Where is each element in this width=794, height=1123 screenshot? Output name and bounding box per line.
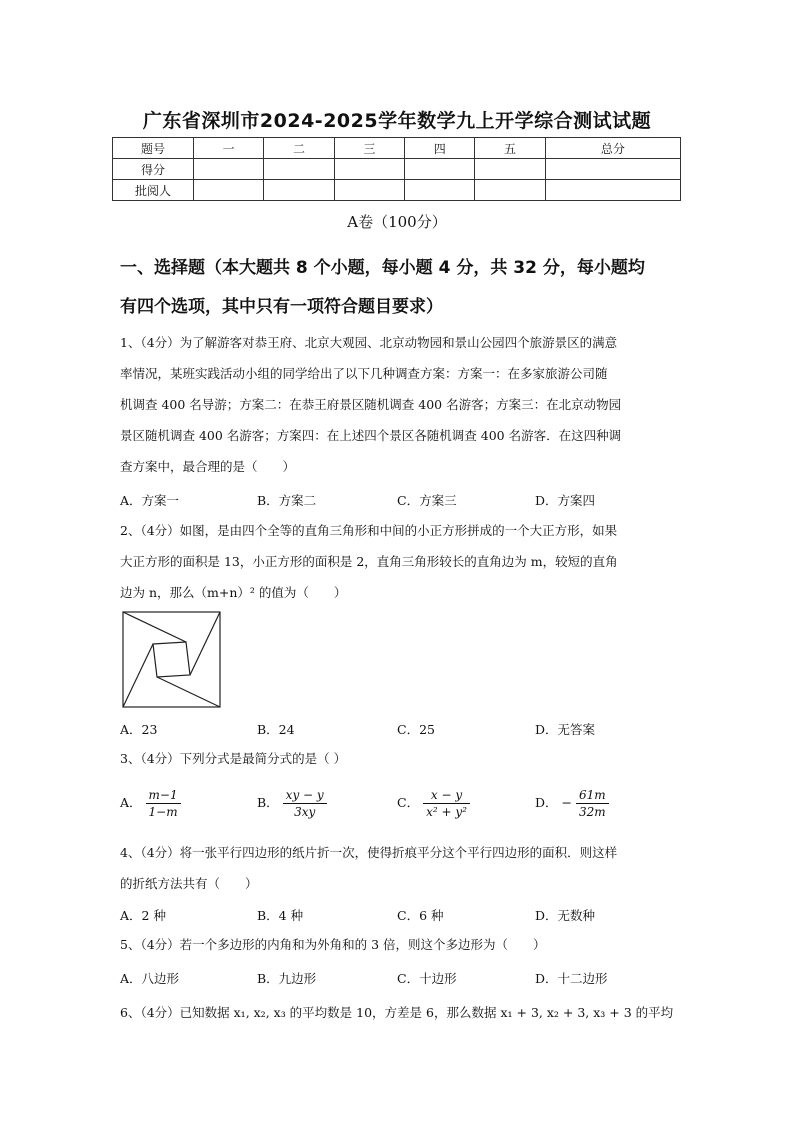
inner-square xyxy=(153,642,190,677)
question-line: 6、（4分）已知数据 x₁, x₂, x₃ 的平均数是 10，方差是 6，那么数据 x₁ + 3, x₂ + 3, x₃ + 3 的平均 xyxy=(120,1005,674,1020)
denominator: 3xy xyxy=(294,805,316,819)
question-line: 查方案中，最合理的是（ ） xyxy=(120,459,296,474)
fraction xyxy=(146,787,181,820)
question-3-options xyxy=(120,787,680,827)
score-cell[interactable] xyxy=(475,159,545,180)
question-line: 机调查 400 名导游；方案二：在恭王府景区随机调查 400 名游客；方案三：在北京动物园 xyxy=(120,397,622,412)
option-b[interactable] xyxy=(257,787,327,820)
question-2-options xyxy=(120,720,680,744)
option-d[interactable]: D．十二边形 xyxy=(535,971,608,986)
score-header-cell: 总分 xyxy=(545,138,680,159)
option-d[interactable]: D．无数种 xyxy=(535,908,596,923)
volume-heading: A卷（100分） xyxy=(347,213,447,231)
fraction xyxy=(576,787,609,820)
question-5-options xyxy=(120,969,680,993)
score-header-cell: 二 xyxy=(264,138,334,159)
option-label: A． xyxy=(120,795,142,810)
exam-title: 广东省深圳市2024-2025学年数学九上开学综合测试试题 xyxy=(142,110,652,132)
reviewer-cell[interactable] xyxy=(475,180,545,201)
option-a[interactable]: A．八边形 xyxy=(120,971,180,986)
triangle-edge xyxy=(123,644,153,707)
option-d[interactable]: D．无答案 xyxy=(535,722,596,737)
question-2 xyxy=(120,515,680,608)
option-d[interactable]: D．方案四 xyxy=(535,493,596,508)
question-1 xyxy=(120,327,680,482)
denominator: 1−m xyxy=(148,805,178,819)
question-3 xyxy=(120,743,680,774)
section-heading-line1: 一、选择题（本大题共 8 个小题，每小题 4 分，共 32 分，每小题均 xyxy=(120,258,645,278)
option-b[interactable]: B．24 xyxy=(257,722,295,737)
score-row xyxy=(113,159,681,180)
triangle-edge xyxy=(123,612,186,642)
option-c[interactable]: C．6 种 xyxy=(397,908,444,923)
option-b[interactable]: B．方案二 xyxy=(257,493,317,508)
question-5 xyxy=(120,929,680,960)
option-c[interactable]: C．方案三 xyxy=(397,493,457,508)
triangle-edge xyxy=(190,612,220,675)
reviewer-cell[interactable] xyxy=(405,180,475,201)
option-c[interactable]: C．十边形 xyxy=(397,971,457,986)
reviewer-cell[interactable] xyxy=(264,180,334,201)
score-cell[interactable] xyxy=(264,159,334,180)
question-line: 1、（4分）为了解游客对恭王府、北京大观园、北京动物园和景山公园四个旅游景区的满意 xyxy=(120,335,618,350)
question-1-options xyxy=(120,491,680,515)
question-line: 景区随机调查 400 名游客；方案四：在上述四个景区各随机调查 400 名游客．在这四种调 xyxy=(120,428,622,443)
pinwheel-square-figure xyxy=(122,611,221,708)
score-header-cell: 三 xyxy=(334,138,404,159)
option-b[interactable]: B．4 种 xyxy=(257,908,304,923)
score-header-cell: 题号 xyxy=(113,138,194,159)
reviewer-cell[interactable] xyxy=(334,180,404,201)
numerator: x − y xyxy=(423,787,470,804)
score-cell[interactable] xyxy=(405,159,475,180)
denominator: 32m xyxy=(578,805,606,819)
option-c[interactable]: C．25 xyxy=(397,722,435,737)
numerator: 61m xyxy=(576,787,609,804)
score-header-cell: 一 xyxy=(194,138,264,159)
option-a[interactable]: A．方案一 xyxy=(120,493,180,508)
score-cell[interactable] xyxy=(194,159,264,180)
question-line: 3、（4分）下列分式是最简分式的是（ ） xyxy=(120,751,347,766)
option-c[interactable] xyxy=(397,787,470,820)
score-cell[interactable] xyxy=(334,159,404,180)
score-table-header-row xyxy=(113,138,681,159)
option-a[interactable]: A．2 种 xyxy=(120,908,166,923)
question-line: 2、（4分）如图，是由四个全等的直角三角形和中间的小正方形拼成的一个大正方形，如果 xyxy=(120,523,618,538)
score-header-cell: 五 xyxy=(475,138,545,159)
fraction xyxy=(283,787,327,820)
reviewer-row-label: 批阅人 xyxy=(113,180,194,201)
option-a[interactable]: A．23 xyxy=(120,722,158,737)
question-line: 大正方形的面积是 13，小正方形的面积是 2，直角三角形较长的直角边为 m，较短的直角 xyxy=(120,554,618,569)
option-label: C． xyxy=(397,795,420,810)
option-label: D． xyxy=(535,795,558,810)
question-line: 4、（4分）将一张平行四边形的纸片折一次，使得折痕平分这个平行四边形的面积．则这样 xyxy=(120,845,618,860)
question-4 xyxy=(120,837,680,899)
numerator: m−1 xyxy=(146,787,181,804)
question-line: 率情况，某班实践活动小组的同学给出了以下几种调查方案：方案一：在多家旅游公司随 xyxy=(120,366,608,381)
reviewer-row xyxy=(113,180,681,201)
fraction xyxy=(423,787,470,820)
option-label: B． xyxy=(257,795,279,810)
numerator: xy − y xyxy=(283,787,327,804)
score-header-cell: 四 xyxy=(405,138,475,159)
score-table xyxy=(112,137,681,201)
question-4-options xyxy=(120,906,680,930)
outer-square xyxy=(123,612,220,707)
question-line: 边为 n，那么（m+n）² 的值为（ ） xyxy=(120,585,347,600)
triangle-edge xyxy=(157,677,220,707)
option-a[interactable] xyxy=(120,787,181,820)
option-sign: − xyxy=(561,795,572,810)
reviewer-cell[interactable] xyxy=(545,180,680,201)
question-line: 5、（4分）若一个多边形的内角和为外角和的 3 倍，则这个多边形为（ ） xyxy=(120,937,546,952)
score-cell[interactable] xyxy=(545,159,680,180)
reviewer-cell[interactable] xyxy=(194,180,264,201)
section-heading-line2: 有四个选项，其中只有一项符合题目要求） xyxy=(120,297,443,317)
question-6 xyxy=(120,997,680,1028)
denominator: x² + y² xyxy=(426,805,467,819)
option-d[interactable] xyxy=(535,787,609,820)
question-line: 的折纸方法共有（ ） xyxy=(120,876,258,891)
score-row-label: 得分 xyxy=(113,159,194,180)
option-b[interactable]: B．九边形 xyxy=(257,971,317,986)
